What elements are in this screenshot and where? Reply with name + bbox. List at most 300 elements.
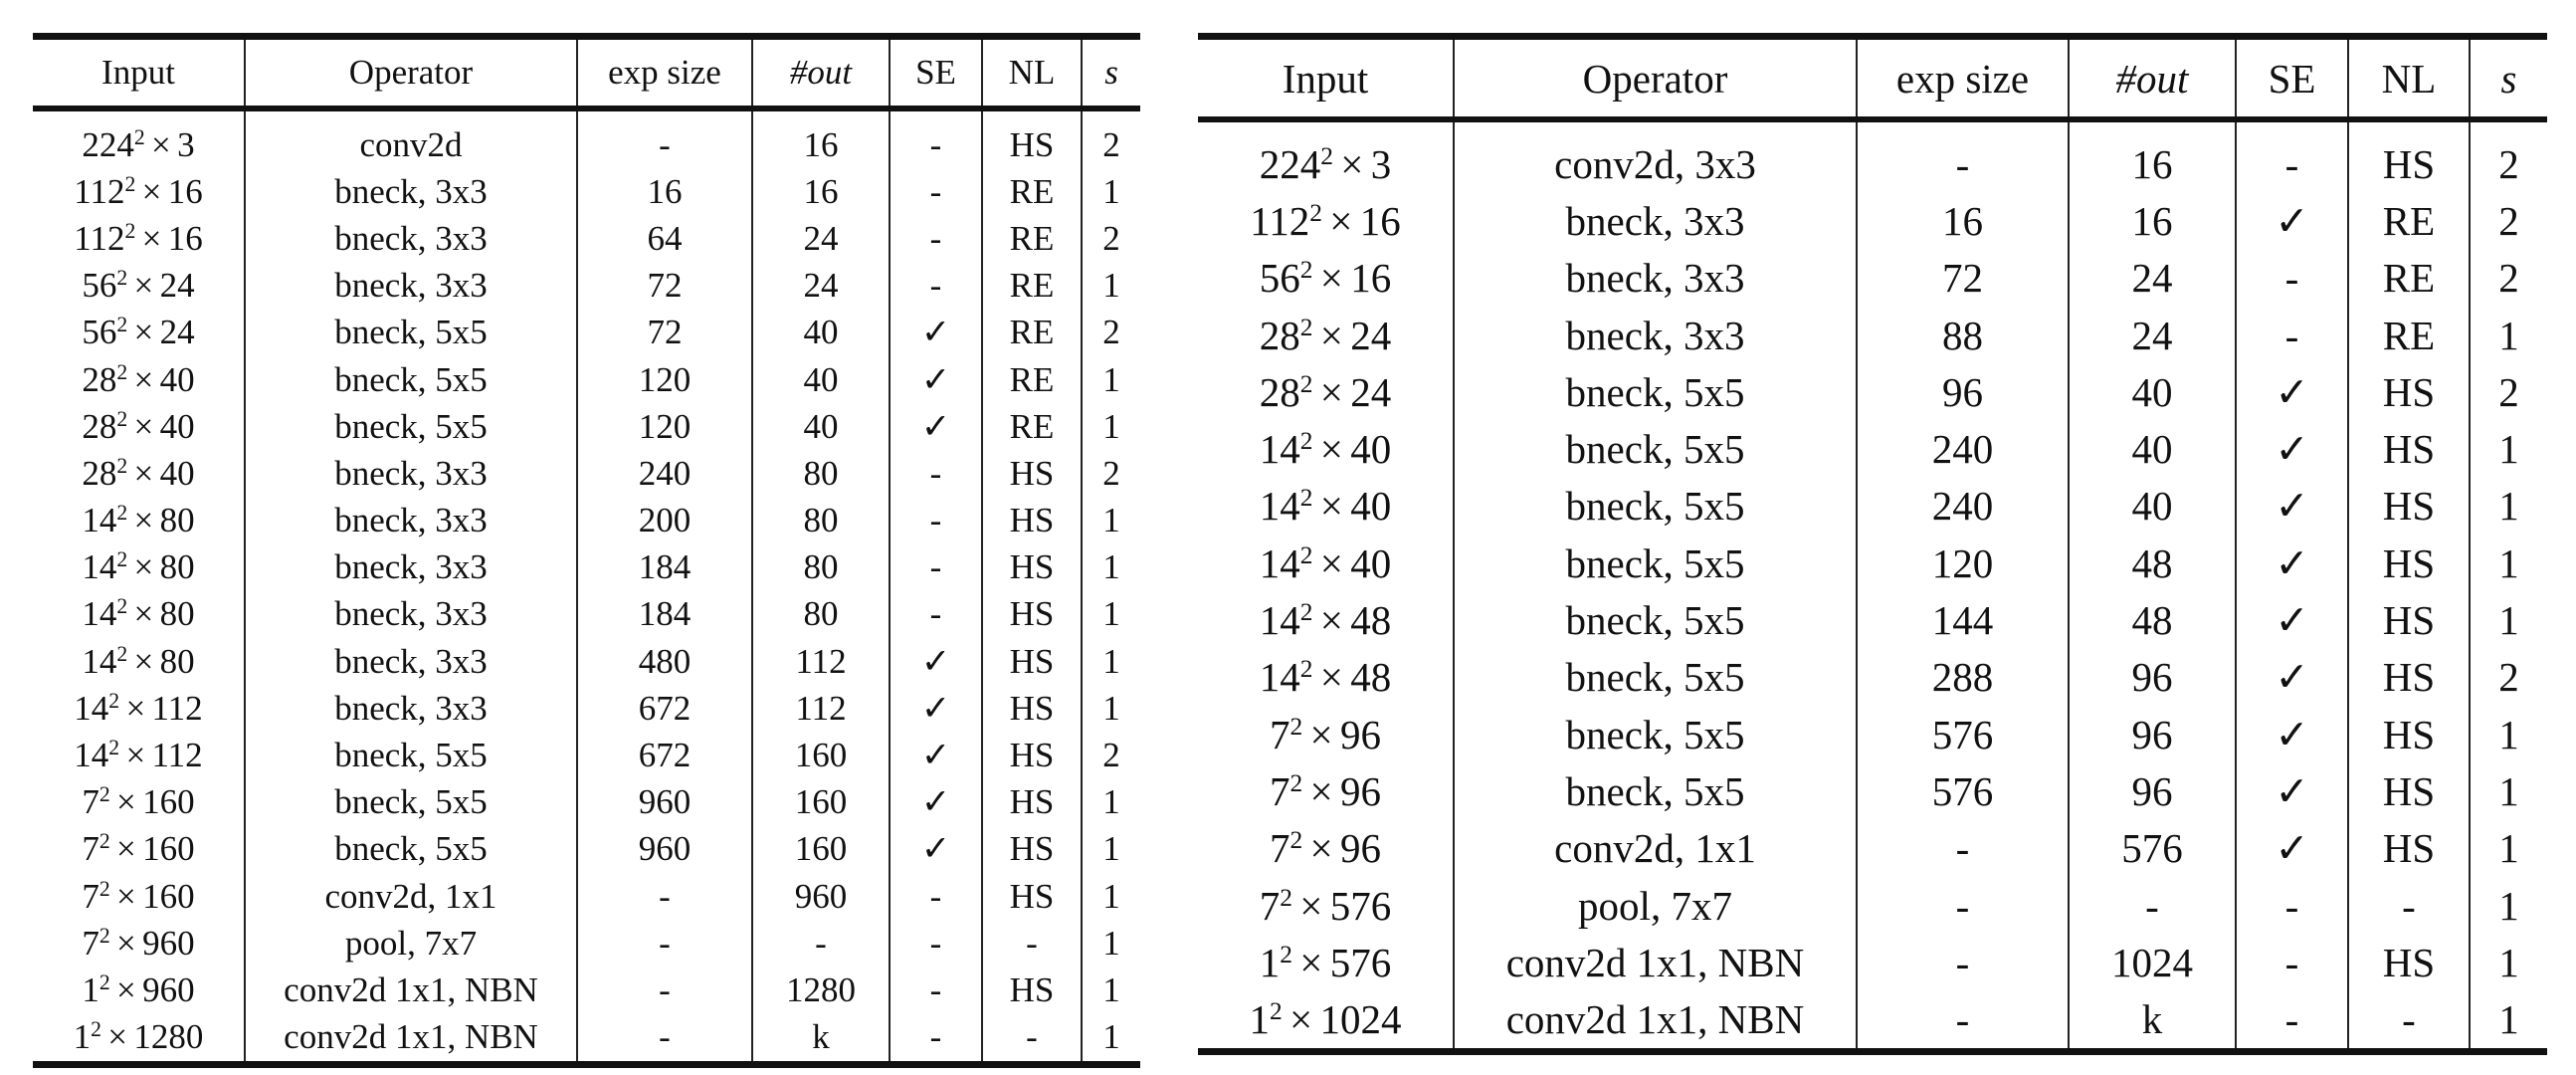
- cell-exp-size: -: [1857, 990, 2069, 1051]
- times-symbol: ×: [1319, 368, 1343, 415]
- cell-operator: conv2d, 1x1: [245, 873, 577, 920]
- cell-out: 80: [752, 498, 890, 544]
- header-stride: s: [2470, 37, 2547, 120]
- cell-se: ✓: [890, 685, 982, 732]
- cell-out: k: [752, 1014, 890, 1065]
- cell-nl: -: [982, 1014, 1082, 1065]
- times-symbol: ×: [125, 688, 146, 728]
- cell-out: 24: [2069, 307, 2236, 363]
- times-symbol: ×: [133, 359, 154, 399]
- cell-input: [33, 685, 245, 732]
- cell-input: [33, 168, 245, 215]
- cell-out: -: [752, 920, 890, 967]
- input-channels: 16: [167, 218, 203, 258]
- squared-exponent: 2: [116, 406, 128, 431]
- cell-se: -: [2236, 135, 2348, 192]
- cell-nl: -: [2348, 990, 2470, 1051]
- cell-input: [1198, 135, 1454, 192]
- cell-input: [1198, 478, 1454, 535]
- table-row: [33, 263, 1140, 310]
- input-spatial: 7: [82, 782, 99, 822]
- table-body: [33, 121, 1140, 1064]
- cell-operator: bneck, 5x5: [1454, 420, 1857, 477]
- cell-out: 96: [2069, 706, 2236, 762]
- cell-se: -: [890, 920, 982, 967]
- cell-se: ✓: [2236, 420, 2348, 477]
- input-spatial: 112: [74, 218, 125, 258]
- squared-exponent: 2: [1299, 256, 1313, 285]
- cell-se: -: [890, 263, 982, 310]
- cell-se: ✓: [890, 779, 982, 826]
- cell-exp-size: 960: [577, 826, 752, 873]
- cell-se: ✓: [2236, 478, 2348, 535]
- cell-nl: HS: [2348, 762, 2470, 819]
- cell-exp-size: 240: [577, 450, 752, 497]
- cell-operator: conv2d 1x1, NBN: [1454, 934, 1857, 990]
- cell-input: [33, 779, 245, 826]
- cell-out: 576: [2069, 820, 2236, 877]
- cell-exp-size: -: [1857, 877, 2069, 934]
- times-symbol: ×: [1319, 483, 1343, 530]
- cell-exp-size: 960: [577, 779, 752, 826]
- input-channels: 80: [159, 641, 195, 681]
- cell-exp-size: 200: [577, 498, 752, 544]
- cell-stride: 1: [2498, 426, 2519, 473]
- cell-stride: 1: [2498, 312, 2519, 358]
- input-spatial: 56: [82, 313, 117, 352]
- cell-stride: 1: [2498, 996, 2519, 1043]
- cell-operator: bneck, 5x5: [1454, 706, 1857, 762]
- cell-stride: 1: [1102, 547, 1120, 587]
- cell-stride: 1: [2498, 711, 2519, 757]
- cell-nl: RE: [2348, 192, 2470, 249]
- cell-exp-size: 16: [577, 168, 752, 215]
- cell-stride: 1: [1102, 171, 1120, 211]
- cell-nl: -: [2348, 877, 2470, 934]
- cell-exp-size: 480: [577, 638, 752, 685]
- squared-exponent: 2: [99, 876, 110, 901]
- cell-stride: 2: [2498, 654, 2519, 701]
- cell-input: [1198, 535, 1454, 591]
- header-exp-size: exp size: [1857, 37, 2069, 120]
- table-body: [1198, 135, 2547, 1051]
- input-channels: 1280: [133, 1017, 204, 1057]
- cell-out: 16: [752, 168, 890, 215]
- times-symbol: ×: [125, 736, 146, 775]
- cell-out: 40: [752, 310, 890, 356]
- input-channels: 960: [142, 923, 195, 963]
- table-row: [33, 121, 1140, 168]
- cell-nl: HS: [982, 826, 1082, 873]
- input-spatial: 7: [1269, 767, 1290, 814]
- cell-stride: 1: [2498, 882, 2519, 929]
- cell-operator: bneck, 5x5: [245, 779, 577, 826]
- header-se: SE: [890, 37, 982, 109]
- input-spatial: 14: [82, 501, 117, 540]
- cell-nl: HS: [982, 544, 1082, 591]
- input-channels: 40: [159, 406, 195, 446]
- cell-input: [1198, 934, 1454, 990]
- cell-stride: 1: [1102, 1017, 1120, 1057]
- cell-se: -: [890, 873, 982, 920]
- squared-exponent: 2: [116, 359, 128, 384]
- cell-nl: HS: [2348, 706, 2470, 762]
- cell-operator: conv2d 1x1, NBN: [1454, 990, 1857, 1051]
- cell-se: ✓: [890, 356, 982, 403]
- squared-exponent: 2: [116, 547, 128, 572]
- table-row: [1198, 990, 2547, 1051]
- input-spatial: 56: [82, 266, 117, 306]
- cell-out: 1024: [2069, 934, 2236, 990]
- cell-stride: 1: [1102, 876, 1120, 916]
- input-spatial: 7: [82, 876, 99, 916]
- table-row: [33, 356, 1140, 403]
- squared-exponent: 2: [124, 171, 136, 196]
- cell-out: 16: [2069, 135, 2236, 192]
- cell-se: ✓: [2236, 762, 2348, 819]
- cell-input: [1198, 820, 1454, 877]
- input-channels: 24: [159, 313, 195, 352]
- times-symbol: ×: [116, 969, 136, 1009]
- cell-stride: 1: [2498, 483, 2519, 530]
- input-spatial: 224: [82, 124, 134, 164]
- table-row: [33, 544, 1140, 591]
- table-row: [1198, 192, 2547, 249]
- cell-out: k: [2069, 990, 2236, 1051]
- mobilenetv3-small-spec-table: [1198, 33, 2547, 1055]
- squared-exponent: 2: [1280, 940, 1292, 968]
- cell-stride: 2: [2498, 197, 2519, 244]
- input-spatial: 14: [1259, 539, 1300, 586]
- table-row: [1198, 535, 2547, 591]
- cell-out: -: [2069, 877, 2236, 934]
- cell-input: [33, 121, 245, 168]
- squared-exponent: 2: [1299, 598, 1313, 627]
- table-row: [1198, 934, 2547, 990]
- cell-operator: bneck, 5x5: [245, 732, 577, 778]
- input-channels: 160: [142, 782, 195, 822]
- input-channels: 16: [1359, 197, 1401, 244]
- cell-out: 112: [752, 638, 890, 685]
- input-spatial: 7: [82, 923, 99, 963]
- times-symbol: ×: [1299, 939, 1323, 985]
- cell-stride: 1: [1102, 266, 1120, 306]
- input-channels: 160: [142, 876, 195, 916]
- table-row: [1198, 820, 2547, 877]
- table-row: [33, 826, 1140, 873]
- cell-se: -: [890, 168, 982, 215]
- cell-se: -: [2236, 934, 2348, 990]
- cell-input: [33, 263, 245, 310]
- cell-operator: bneck, 3x3: [245, 591, 577, 638]
- cell-input: [33, 215, 245, 262]
- squared-exponent: 2: [99, 970, 110, 995]
- input-spatial: 14: [1259, 426, 1300, 473]
- cell-stride: 1: [1102, 406, 1120, 446]
- table-row: [33, 403, 1140, 450]
- times-symbol: ×: [1329, 197, 1353, 244]
- cell-se: -: [2236, 250, 2348, 307]
- cell-stride: 2: [1102, 218, 1120, 258]
- cell-exp-size: -: [1857, 820, 2069, 877]
- cell-stride: 2: [2498, 255, 2519, 302]
- cell-exp-size: 120: [577, 356, 752, 403]
- input-spatial: 14: [74, 736, 109, 775]
- cell-nl: RE: [982, 168, 1082, 215]
- input-channels: 48: [1350, 654, 1392, 701]
- cell-out: 40: [2069, 363, 2236, 420]
- input-spatial: 1: [82, 969, 99, 1009]
- cell-out: 40: [2069, 478, 2236, 535]
- input-spatial: 7: [1269, 825, 1290, 872]
- cell-out: 960: [752, 873, 890, 920]
- cell-operator: bneck, 5x5: [1454, 649, 1857, 706]
- table-row: [1198, 762, 2547, 819]
- cell-stride: 1: [1102, 359, 1120, 399]
- input-channels: 16: [1350, 255, 1392, 302]
- cell-nl: HS: [982, 732, 1082, 778]
- cell-input: [33, 544, 245, 591]
- cell-operator: bneck, 5x5: [1454, 363, 1857, 420]
- times-symbol: ×: [133, 453, 154, 493]
- input-channels: 160: [142, 829, 195, 869]
- cell-operator: conv2d, 3x3: [1454, 135, 1857, 192]
- input-channels: 80: [159, 594, 195, 634]
- cell-stride: 2: [1102, 313, 1120, 352]
- input-spatial: 14: [82, 641, 117, 681]
- cell-operator: bneck, 5x5: [245, 826, 577, 873]
- cell-se: ✓: [2236, 649, 2348, 706]
- cell-exp-size: 184: [577, 544, 752, 591]
- input-channels: 96: [1340, 825, 1382, 872]
- cell-stride: 1: [1102, 594, 1120, 634]
- squared-exponent: 2: [133, 124, 145, 149]
- squared-exponent: 2: [116, 266, 128, 291]
- squared-exponent: 2: [1280, 883, 1292, 912]
- cell-exp-size: 72: [577, 310, 752, 356]
- cell-operator: pool, 7x7: [245, 920, 577, 967]
- cell-out: 160: [752, 826, 890, 873]
- cell-out: 16: [2069, 192, 2236, 249]
- times-symbol: ×: [141, 171, 162, 211]
- input-channels: 16: [167, 171, 203, 211]
- input-spatial: 14: [82, 594, 117, 634]
- header-row: [1198, 37, 2547, 120]
- times-symbol: ×: [141, 218, 162, 258]
- table-row: [33, 779, 1140, 826]
- input-spatial: 14: [1259, 483, 1300, 530]
- table-row: [33, 1014, 1140, 1065]
- cell-operator: bneck, 5x5: [245, 310, 577, 356]
- input-channels: 1024: [1319, 996, 1402, 1043]
- cell-input: [33, 591, 245, 638]
- times-symbol: ×: [1299, 882, 1323, 929]
- cell-nl: HS: [2348, 591, 2470, 648]
- squared-exponent: 2: [1299, 540, 1313, 569]
- input-channels: 96: [1340, 711, 1382, 757]
- cell-operator: bneck, 3x3: [245, 215, 577, 262]
- cell-input: [33, 638, 245, 685]
- header-stride: s: [1082, 37, 1140, 109]
- cell-se: -: [890, 544, 982, 591]
- input-channels: 3: [1370, 140, 1392, 187]
- cell-exp-size: 576: [1857, 706, 2069, 762]
- cell-se: ✓: [2236, 192, 2348, 249]
- input-channels: 24: [1350, 312, 1392, 358]
- table-row: [1198, 363, 2547, 420]
- cell-stride: 1: [2498, 939, 2519, 985]
- cell-operator: bneck, 5x5: [245, 356, 577, 403]
- table-row: [33, 498, 1140, 544]
- squared-exponent: 2: [1289, 712, 1303, 741]
- cell-nl: HS: [982, 873, 1082, 920]
- input-spatial: 28: [1259, 312, 1300, 358]
- times-symbol: ×: [133, 501, 154, 540]
- cell-nl: HS: [2348, 420, 2470, 477]
- input-spatial: 112: [1250, 197, 1310, 244]
- cell-operator: bneck, 3x3: [245, 450, 577, 497]
- input-spatial: 56: [1259, 255, 1300, 302]
- times-symbol: ×: [133, 313, 154, 352]
- cell-stride: 1: [2498, 539, 2519, 586]
- input-spatial: 28: [82, 406, 117, 446]
- squared-exponent: 2: [1299, 484, 1313, 513]
- cell-se: -: [890, 498, 982, 544]
- cell-stride: 1: [2498, 597, 2519, 644]
- cell-out: 96: [2069, 649, 2236, 706]
- input-spatial: 7: [1259, 882, 1281, 929]
- cell-se: ✓: [2236, 706, 2348, 762]
- squared-exponent: 2: [116, 501, 128, 526]
- squared-exponent: 2: [1299, 427, 1313, 456]
- cell-se: ✓: [890, 310, 982, 356]
- cell-out: 24: [2069, 250, 2236, 307]
- squared-exponent: 2: [116, 641, 128, 666]
- times-symbol: ×: [1319, 312, 1343, 358]
- cell-input: [33, 310, 245, 356]
- squared-exponent: 2: [1299, 313, 1313, 341]
- cell-nl: HS: [2348, 820, 2470, 877]
- times-symbol: ×: [1309, 711, 1333, 757]
- times-symbol: ×: [133, 547, 154, 587]
- table-row: [33, 638, 1140, 685]
- input-spatial: 1: [73, 1017, 92, 1057]
- input-channels: 96: [1340, 767, 1382, 814]
- cell-input: [33, 732, 245, 778]
- squared-exponent: 2: [1299, 369, 1313, 398]
- cell-nl: HS: [982, 450, 1082, 497]
- cell-exp-size: 144: [1857, 591, 2069, 648]
- cell-operator: pool, 7x7: [1454, 877, 1857, 934]
- header-input: Input: [1198, 37, 1454, 120]
- squared-exponent: 2: [99, 829, 110, 854]
- cell-se: ✓: [890, 826, 982, 873]
- input-spatial: 28: [82, 453, 117, 493]
- input-channels: 576: [1329, 939, 1392, 985]
- squared-exponent: 2: [99, 782, 110, 807]
- cell-nl: RE: [982, 215, 1082, 262]
- table-row: [1198, 135, 2547, 192]
- times-symbol: ×: [133, 406, 154, 446]
- cell-operator: bneck, 3x3: [245, 168, 577, 215]
- cell-stride: 2: [1102, 124, 1120, 164]
- cell-out: 80: [752, 591, 890, 638]
- cell-input: [1198, 591, 1454, 648]
- times-symbol: ×: [1319, 597, 1343, 644]
- cell-exp-size: -: [577, 873, 752, 920]
- times-symbol: ×: [1309, 767, 1333, 814]
- times-symbol: ×: [1319, 255, 1343, 302]
- cell-operator: conv2d 1x1, NBN: [245, 1014, 577, 1065]
- squared-exponent: 2: [1289, 768, 1303, 797]
- cell-exp-size: 288: [1857, 649, 2069, 706]
- cell-out: 40: [2069, 420, 2236, 477]
- times-symbol: ×: [133, 594, 154, 634]
- cell-se: -: [890, 967, 982, 1013]
- cell-input: [1198, 192, 1454, 249]
- cell-out: 160: [752, 779, 890, 826]
- squared-exponent: 2: [1320, 141, 1333, 170]
- times-symbol: ×: [116, 923, 136, 963]
- cell-nl: RE: [982, 403, 1082, 450]
- input-channels: 80: [159, 501, 195, 540]
- cell-se: -: [890, 215, 982, 262]
- table-row: [1198, 307, 2547, 363]
- input-channels: 24: [159, 266, 195, 306]
- cell-operator: bneck, 3x3: [245, 638, 577, 685]
- cell-input: [1198, 307, 1454, 363]
- cell-nl: HS: [2348, 535, 2470, 591]
- cell-operator: bneck, 5x5: [245, 403, 577, 450]
- cell-se: -: [2236, 990, 2348, 1051]
- cell-stride: 1: [1102, 688, 1120, 728]
- cell-exp-size: -: [577, 920, 752, 967]
- table-row: [1198, 877, 2547, 934]
- cell-operator: bneck, 5x5: [1454, 591, 1857, 648]
- cell-nl: HS: [982, 498, 1082, 544]
- header-se: SE: [2236, 37, 2348, 120]
- cell-nl: HS: [2348, 363, 2470, 420]
- cell-operator: bneck, 3x3: [245, 263, 577, 310]
- cell-se: -: [890, 450, 982, 497]
- table-row: [33, 591, 1140, 638]
- squared-exponent: 2: [1269, 997, 1283, 1026]
- table-row: [33, 450, 1140, 497]
- input-channels: 24: [1350, 368, 1392, 415]
- input-channels: 40: [159, 453, 195, 493]
- cell-stride: 1: [1102, 829, 1120, 869]
- input-channels: 40: [159, 359, 195, 399]
- cell-input: [1198, 420, 1454, 477]
- cell-input: [33, 920, 245, 967]
- cell-exp-size: -: [577, 121, 752, 168]
- cell-nl: HS: [982, 591, 1082, 638]
- cell-stride: 2: [2498, 368, 2519, 415]
- cell-nl: RE: [2348, 250, 2470, 307]
- table-row: [1198, 478, 2547, 535]
- input-channels: 40: [1350, 539, 1392, 586]
- cell-exp-size: 672: [577, 685, 752, 732]
- cell-stride: 2: [2498, 140, 2519, 187]
- input-channels: 112: [151, 736, 203, 775]
- cell-nl: HS: [982, 967, 1082, 1013]
- squared-exponent: 2: [99, 923, 110, 948]
- input-spatial: 1: [1259, 939, 1281, 985]
- header-operator: Operator: [245, 37, 577, 109]
- cell-exp-size: 64: [577, 215, 752, 262]
- cell-se: -: [2236, 307, 2348, 363]
- header-nl: NL: [982, 37, 1082, 109]
